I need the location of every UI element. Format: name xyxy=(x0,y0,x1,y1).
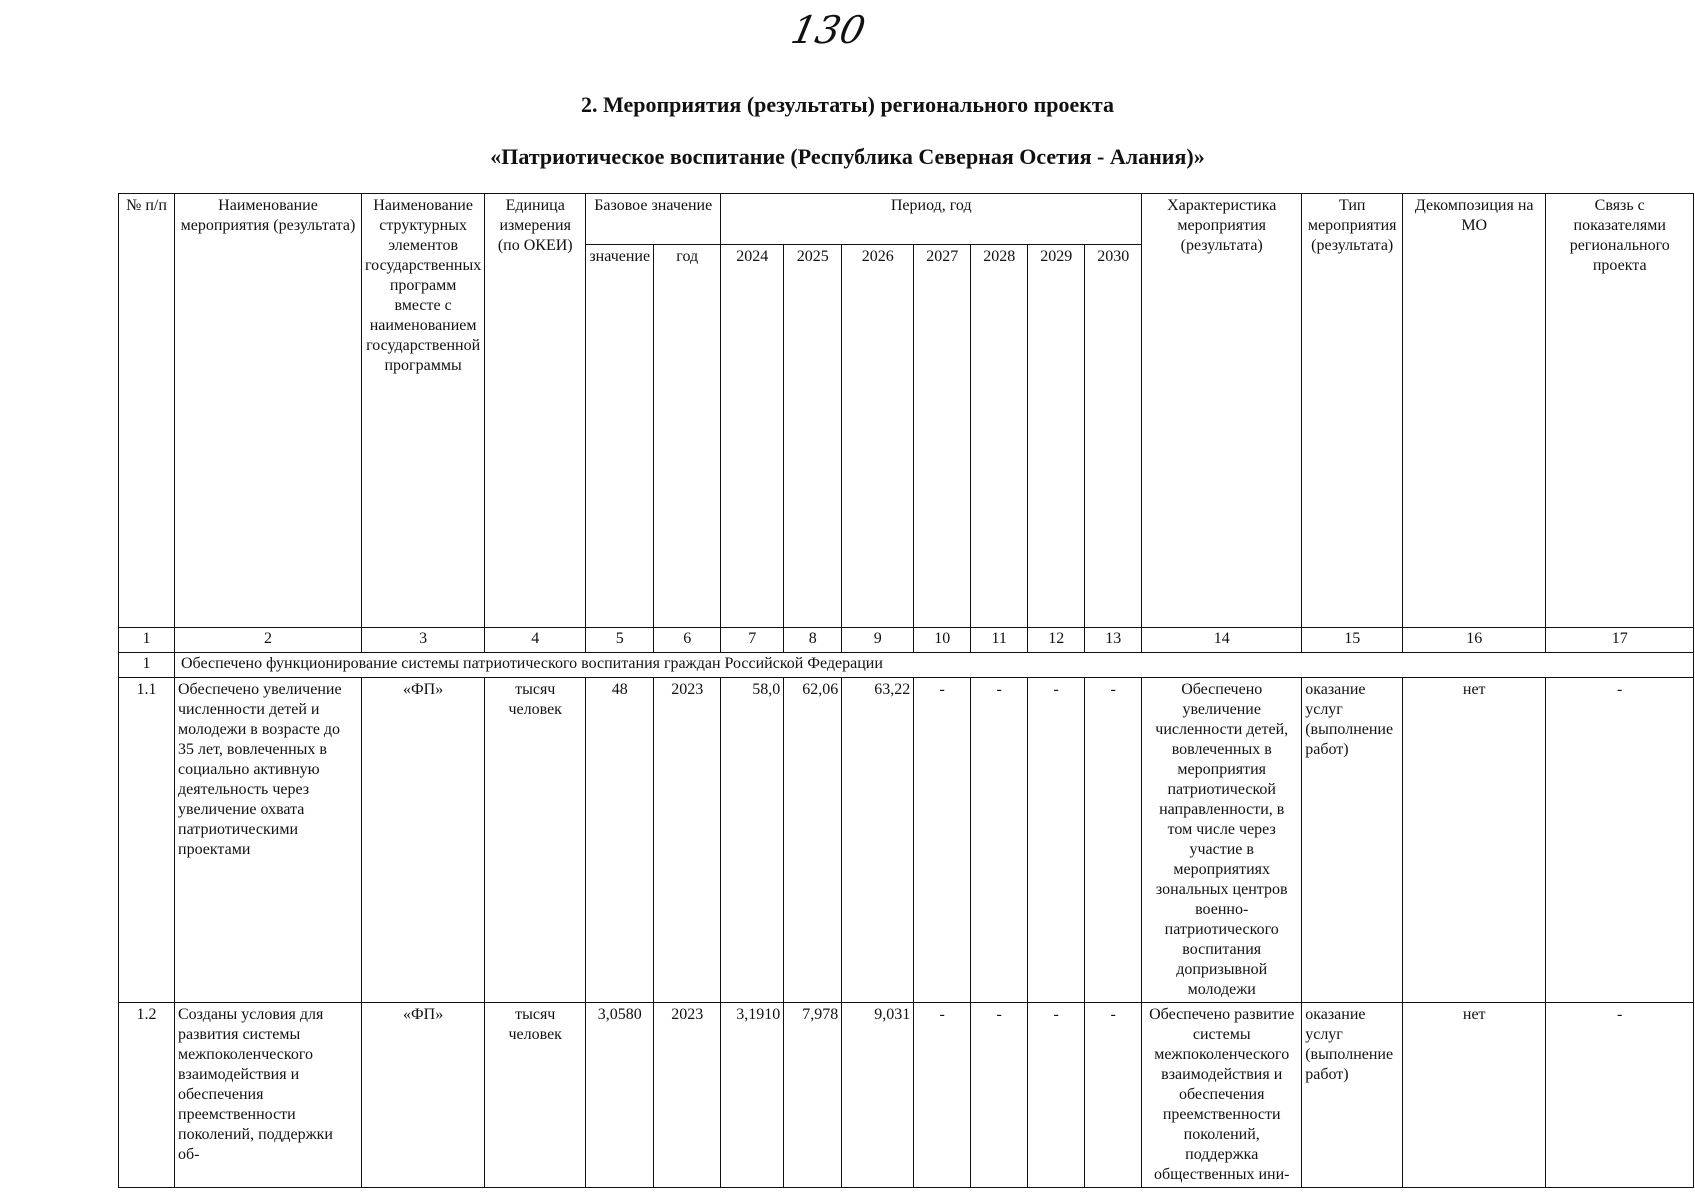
column-number: 2 xyxy=(175,628,362,653)
row-base-year: 2023 xyxy=(654,1003,721,1188)
row-type: оказание услуг (выполнение работ) xyxy=(1302,678,1403,1003)
row-value-2029: - xyxy=(1028,678,1085,1003)
table-row xyxy=(119,1003,1694,1188)
column-number: 13 xyxy=(1085,628,1142,653)
row-name: Созданы условия для развития системы межпоколенческого взаимодействия и обеспечения преемственности поколений, поддержки об- xyxy=(175,1003,362,1188)
column-number: 11 xyxy=(971,628,1028,653)
table-row xyxy=(119,678,1694,1003)
row-num: 1.2 xyxy=(119,1003,175,1188)
column-number: 12 xyxy=(1028,628,1085,653)
header-period: Период, год xyxy=(721,194,1142,245)
column-number: 7 xyxy=(721,628,784,653)
header-char: Характеристика мероприятия (результата) xyxy=(1142,194,1302,628)
section-title: Обеспечено функционирование системы патриотического воспитания граждан Российской Федерации xyxy=(175,653,1694,678)
row-base-value: 48 xyxy=(586,678,654,1003)
column-numbers-row xyxy=(119,628,1694,653)
header-base-value: значение xyxy=(586,245,654,628)
row-link: - xyxy=(1546,1003,1694,1188)
header-struct: Наименование структурных элементов государственных программ вместе с наименованием государственной программы xyxy=(362,194,485,628)
row-num: 1.1 xyxy=(119,678,175,1003)
row-struct: «ФП» xyxy=(362,1003,485,1188)
header-link: Связь с показателями регионального проекта xyxy=(1546,194,1694,628)
header-year: 2030 xyxy=(1085,245,1142,628)
header-year: 2028 xyxy=(971,245,1028,628)
header-unit: Единица измерения (по ОКЕИ) xyxy=(485,194,586,628)
column-number: 10 xyxy=(914,628,971,653)
header-year: 2025 xyxy=(784,245,842,628)
column-number: 8 xyxy=(784,628,842,653)
column-number: 5 xyxy=(586,628,654,653)
row-base-value: 3,0580 xyxy=(586,1003,654,1188)
row-unit: тысяч человек xyxy=(485,678,586,1003)
column-number: 4 xyxy=(485,628,586,653)
section-num: 1 xyxy=(119,653,175,678)
row-value-2030: - xyxy=(1085,1003,1142,1188)
events-table xyxy=(118,193,1694,1188)
row-value-2028: - xyxy=(971,1003,1028,1188)
column-number: 16 xyxy=(1403,628,1546,653)
column-number: 17 xyxy=(1546,628,1694,653)
header-num: № п/п xyxy=(119,194,175,628)
row-value-2028: - xyxy=(971,678,1028,1003)
row-value-2027: - xyxy=(914,678,971,1003)
row-name: Обеспечено увеличение численности детей и молодежи в возрасте до 35 лет, вовлеченных в социально активную деятельность через увеличение охвата патриотическими проектами xyxy=(175,678,362,1003)
row-struct: «ФП» xyxy=(362,678,485,1003)
row-value-2029: - xyxy=(1028,1003,1085,1188)
header-year: 2026 xyxy=(842,245,914,628)
header-decomp: Декомпозиция на МО xyxy=(1403,194,1546,628)
column-number: 6 xyxy=(654,628,721,653)
row-value-2030: - xyxy=(1085,678,1142,1003)
row-link: - xyxy=(1546,678,1694,1003)
page-number: 130 xyxy=(787,8,870,52)
header-row-1 xyxy=(119,194,1694,245)
row-value-2024: 3,1910 xyxy=(721,1003,784,1188)
header-base: Базовое значение xyxy=(586,194,721,245)
project-title: «Патриотическое воспитание (Республика Северная Осетия - Алания)» xyxy=(490,144,1205,169)
column-number: 9 xyxy=(842,628,914,653)
column-number: 14 xyxy=(1142,628,1302,653)
section-row xyxy=(119,653,1694,678)
header-type: Тип мероприятия (результата) xyxy=(1302,194,1403,628)
row-type: оказание услуг (выполнение работ) xyxy=(1302,1003,1403,1188)
row-value-2026: 9,031 xyxy=(842,1003,914,1188)
row-unit: тысяч человек xyxy=(485,1003,586,1188)
header-base-year: год xyxy=(654,245,721,628)
document-title: 2. Мероприятия (результаты) регионального проекта xyxy=(580,92,1115,117)
row-characteristic: Обеспечено развитие системы межпоколенческого взаимодействия и обеспечения преемственности поколений, поддержка общественных ини- xyxy=(1142,1003,1302,1188)
row-characteristic: Обеспечено увеличение численности детей, вовлеченных в мероприятия патриотической направленности, в том числе через участие в мероприятиях зональных центров военно-патриотического воспитания допризывной молодежи xyxy=(1142,678,1302,1003)
row-value-2026: 63,22 xyxy=(842,678,914,1003)
row-base-year: 2023 xyxy=(654,678,721,1003)
row-decomposition: нет xyxy=(1403,678,1546,1003)
header-year: 2024 xyxy=(721,245,784,628)
column-number: 15 xyxy=(1302,628,1403,653)
column-number: 1 xyxy=(119,628,175,653)
column-number: 3 xyxy=(362,628,485,653)
row-value-2027: - xyxy=(914,1003,971,1188)
row-value-2024: 58,0 xyxy=(721,678,784,1003)
row-value-2025: 62,06 xyxy=(784,678,842,1003)
row-value-2025: 7,978 xyxy=(784,1003,842,1188)
header-year: 2029 xyxy=(1028,245,1085,628)
header-name: Наименование мероприятия (результата) xyxy=(175,194,362,628)
header-year: 2027 xyxy=(914,245,971,628)
row-decomposition: нет xyxy=(1403,1003,1546,1188)
